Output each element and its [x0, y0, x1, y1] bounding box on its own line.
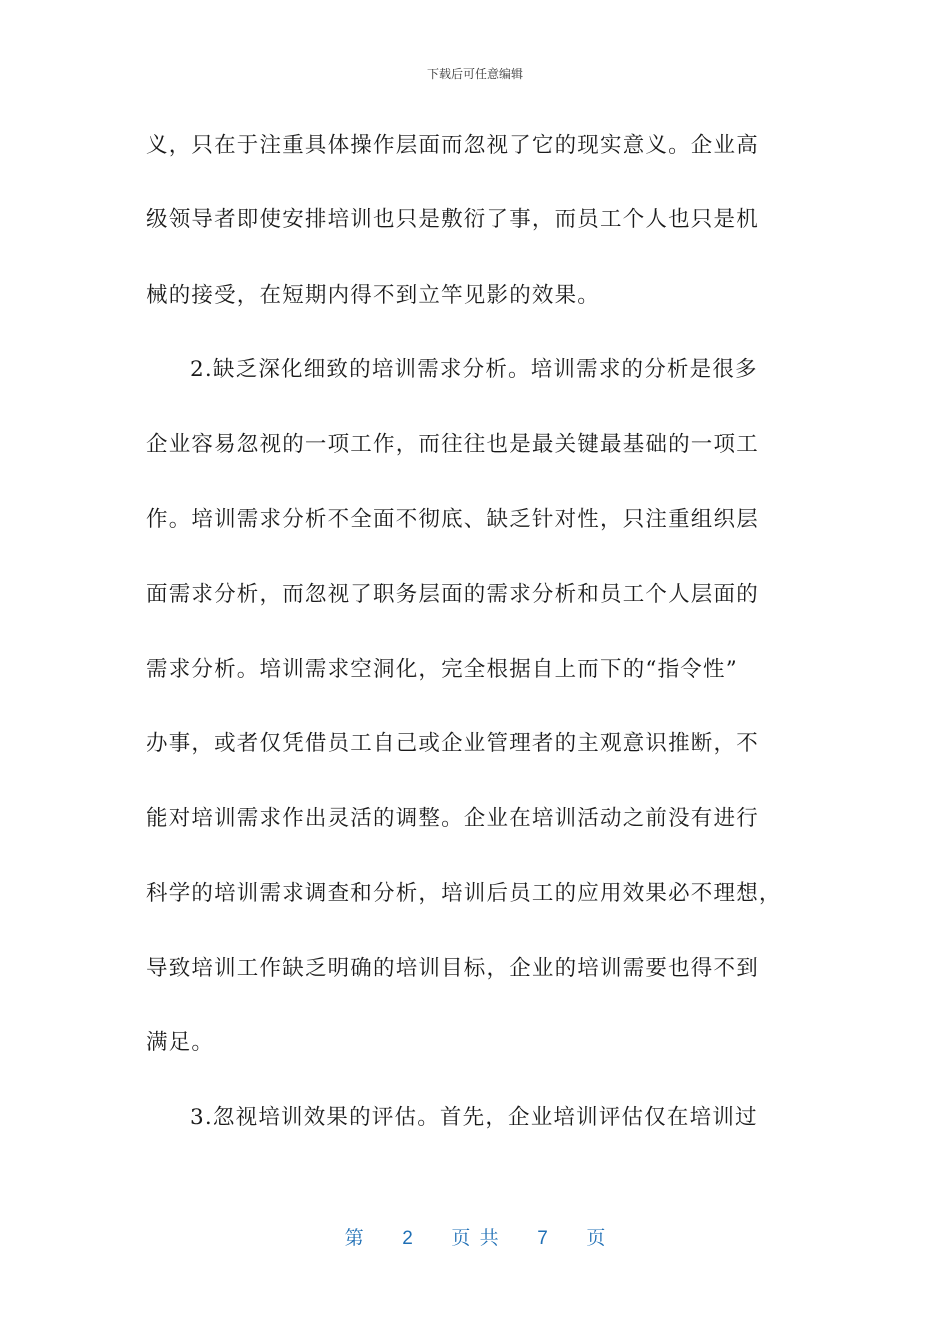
text-line: 科学的培训需求调查和分析，培训后员工的应用效果必不理想，	[146, 881, 782, 906]
text-line: 级领导者即使安排培训也只是敷衍了事，而员工个人也只是机	[146, 207, 759, 232]
footer-page-number: 2	[402, 1228, 413, 1249]
text-line: 3.忽视培训效果的评估。首先，企业培训评估仅在培训过	[190, 1105, 758, 1130]
text-line: 满足。	[146, 1030, 215, 1055]
header-note: 下载后可任意编辑	[426, 67, 523, 81]
text-line: 义，只在于注重具体操作层面而忽视了它的现实意义。企业高	[146, 133, 759, 158]
text-line: 2.缺乏深化细致的培训需求分析。培训需求的分析是很多	[190, 357, 758, 382]
text-line: 能对培训需求作出灵活的调整。企业在培训活动之前没有进行	[146, 806, 759, 831]
text-line: 械的接受，在短期内得不到立竿见影的效果。	[146, 283, 601, 308]
footer-page-unit: 页	[451, 1228, 471, 1249]
footer-total-label: 共	[479, 1228, 499, 1249]
footer-total-unit: 页	[586, 1228, 606, 1249]
text-line: 办事，或者仅凭借员工自己或企业管理者的主观意识推断，不	[146, 731, 759, 756]
text-line: 作。培训需求分析不全面不彻底、缺乏针对性，只注重组织层	[146, 507, 759, 532]
text-line: 导致培训工作缺乏明确的培训目标，企业的培训需要也得不到	[146, 956, 759, 981]
page-footer	[0, 1226, 950, 1252]
page-header	[0, 66, 950, 82]
text-line: 面需求分析，而忽视了职务层面的需求分析和员工个人层面的	[146, 582, 759, 607]
footer-total-pages: 7	[537, 1228, 548, 1249]
text-line: 需求分析。培训需求空洞化，完全根据自上而下的“指令性”	[146, 657, 738, 682]
text-line: 企业容易忽视的一项工作，而往往也是最关键最基础的一项工	[146, 432, 759, 457]
footer-page-label: 第	[344, 1228, 364, 1249]
